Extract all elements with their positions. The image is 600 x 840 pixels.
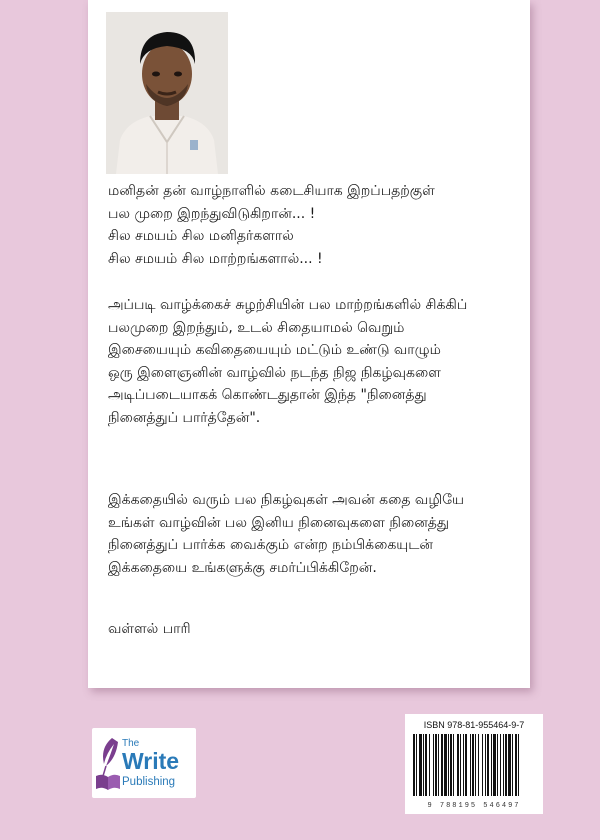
- paragraph-line: அப்படி வாழ்க்கைச் சுழற்சியின் பல மாற்றங்களில் சிக்கிப்: [108, 297, 468, 313]
- barcode-bar: [500, 734, 501, 796]
- barcode-bar: [438, 734, 439, 796]
- publisher-line-1: The: [122, 738, 140, 749]
- barcode-bar: [413, 734, 415, 796]
- paragraph-line: ஒரு இளைஞனின் வாழ்வில் நடந்த நிஜ நிகழ்வுகளை: [108, 364, 441, 381]
- author-name: வள்ளல் பாரி: [108, 621, 191, 637]
- paragraph-line: பலமுறை இறந்தும், உடல் சிதையாமல் வெறும்: [108, 319, 405, 336]
- author-signature: [108, 618, 526, 641]
- barcode-bar: [491, 734, 492, 796]
- barcode-bar: [429, 734, 430, 796]
- barcode-bar: [493, 734, 496, 796]
- barcode-bar: [482, 734, 483, 796]
- barcode-bar: [518, 734, 519, 796]
- poem-line: சில சமயம் சில மனிதர்களால்: [108, 228, 294, 244]
- isbn-text: ISBN 978-81-955464-9-7: [423, 720, 525, 730]
- author-photo: [106, 12, 228, 174]
- barcode-label: [405, 714, 543, 814]
- barcode-bar: [441, 734, 443, 796]
- poem-line: பல முறை இறந்துவிடுகிறான்... !: [108, 205, 316, 222]
- barcode-bar: [470, 734, 471, 796]
- barcode-bar: [465, 734, 467, 796]
- barcode-bar: [448, 734, 449, 796]
- paragraph-line: நினைத்துப் பார்க்க வைக்கும் என்ற நம்பிக்கையுடன்: [108, 537, 434, 553]
- quill-book-icon: [94, 734, 124, 794]
- barcode-bar: [485, 734, 486, 796]
- barcode-bar: [515, 734, 517, 796]
- barcode-bar: [478, 734, 479, 796]
- barcode-bar: [444, 734, 447, 796]
- barcode-bar: [416, 734, 417, 796]
- barcode-bar: [475, 734, 476, 796]
- barcode-bar: [423, 734, 424, 796]
- paragraph-line: இக்கதையில் வரும் பல நிகழ்வுகள் அவன் கதை வழியே: [108, 492, 465, 508]
- barcode-bar: [505, 734, 507, 796]
- barcode-bars: [405, 734, 543, 804]
- barcode-bar: [460, 734, 461, 796]
- poem-line: மனிதன் தன் வாழ்நாளில் கடைசியாக இறப்பதற்குள்: [108, 183, 435, 199]
- story-paragraph: [108, 294, 526, 429]
- paragraph-line: இக்கதையை உங்களுக்கு சமர்ப்பிக்கிறேன்.: [108, 559, 377, 576]
- barcode-bar: [487, 734, 489, 796]
- paragraph-line: உங்கள் வாழ்வின் பல இனிய நினைவுகளை நினைத்து: [108, 514, 450, 531]
- barcode-bar: [450, 734, 452, 796]
- barcode-digits: 9 788195 546497: [427, 802, 521, 810]
- poem-line: சில சமயம் சில மாற்றங்களால்... !: [108, 250, 323, 267]
- barcode-bar: [512, 734, 513, 796]
- torn-paper-edge: [88, 630, 530, 705]
- barcode-bar: [435, 734, 437, 796]
- publisher-line-2: Write: [122, 748, 180, 774]
- paragraph-line: இசையையும் கவிதையையும் மட்டும் உண்டு வாழும்: [108, 342, 441, 358]
- barcode-bar: [457, 734, 459, 796]
- dedication-paragraph: [108, 489, 526, 579]
- paragraph-line: அடிப்படையாகக் கொண்டதுதான் இந்த "நினைத்து: [108, 387, 427, 403]
- barcode-bar: [419, 734, 422, 796]
- barcode-bar: [472, 734, 474, 796]
- paragraph-line: நினைத்துப் பார்த்தேன்".: [108, 409, 261, 426]
- publisher-logo: [92, 728, 196, 798]
- barcode-bar: [425, 734, 427, 796]
- poem-block: [108, 180, 526, 270]
- barcode-bar: [433, 734, 434, 796]
- barcode-bar: [503, 734, 504, 796]
- barcode-bar: [508, 734, 511, 796]
- barcode-bar: [453, 734, 454, 796]
- barcode-bar: [463, 734, 464, 796]
- barcode-bar: [497, 734, 498, 796]
- publisher-line-3: Publishing: [122, 776, 176, 788]
